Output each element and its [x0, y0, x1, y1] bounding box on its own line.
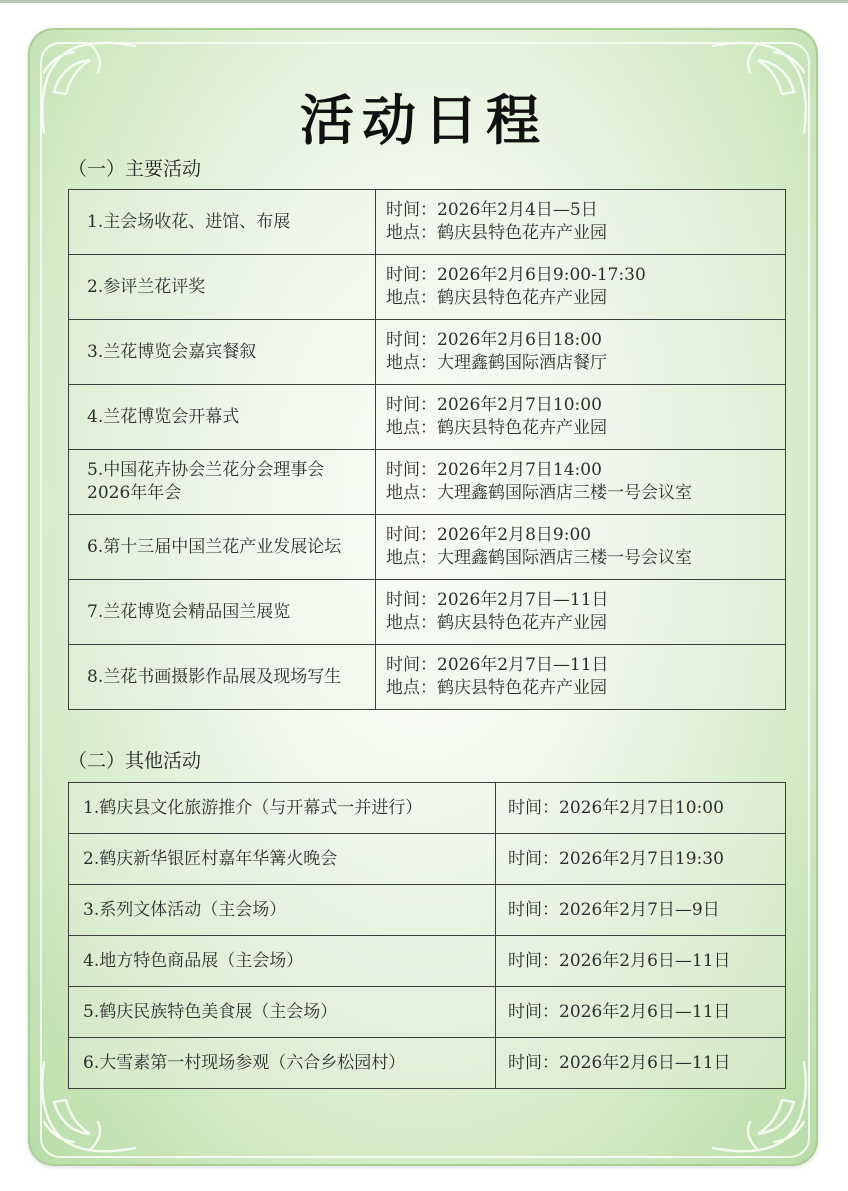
table-row: [69, 450, 786, 515]
info-cell: [376, 450, 786, 515]
time-text: 时间：2026年2月7日—11日: [386, 590, 609, 610]
info-cell: [376, 320, 786, 385]
activity-cell: 6.大雪素第一村现场参观（六合乡松园村）: [69, 1038, 496, 1089]
info-cell: [376, 190, 786, 255]
place-text: 地点：大理鑫鹤国际酒店三楼一号会议室: [386, 548, 692, 568]
table-row: [69, 385, 786, 450]
activity-cell: 6.第十三届中国兰花产业发展论坛: [69, 515, 376, 580]
main-activities-heading: （一）主要活动: [68, 158, 202, 180]
table-row: [69, 936, 786, 987]
activity-cell: 1.主会场收花、进馆、布展: [69, 190, 376, 255]
activity-cell: 4.地方特色商品展（主会场）: [69, 936, 496, 987]
place-text: 地点：鹤庆县特色花卉产业园: [386, 418, 607, 438]
time-cell: 时间：2026年2月6日—11日: [496, 936, 786, 987]
time-text: 时间：2026年2月6日18:00: [386, 330, 602, 350]
table-row: [69, 515, 786, 580]
info-cell: [376, 255, 786, 320]
time-cell: 时间：2026年2月7日10:00: [496, 783, 786, 834]
time-text: 时间：2026年2月7日—11日: [386, 655, 609, 675]
place-text: 地点：鹤庆县特色花卉产业园: [386, 613, 607, 633]
table-row: [69, 1038, 786, 1089]
activity-cell: 3.兰花博览会嘉宾餐叙: [69, 320, 376, 385]
activity-cell: 5.鹤庆民族特色美食展（主会场）: [69, 987, 496, 1038]
time-cell: 时间：2026年2月7日—9日: [496, 885, 786, 936]
main-activities-table: [68, 189, 786, 710]
table-row: [69, 320, 786, 385]
place-text: 地点：鹤庆县特色花卉产业园: [386, 223, 607, 243]
table-row: [69, 580, 786, 645]
activity-cell: 5.中国花卉协会兰花分会理事会2026年年会: [69, 450, 376, 515]
table-row: [69, 783, 786, 834]
activity-cell: 2.鹤庆新华银匠村嘉年华篝火晚会: [69, 834, 496, 885]
table-row: [69, 190, 786, 255]
other-activities-table: [68, 782, 786, 1089]
table-row: [69, 645, 786, 710]
time-text: 时间：2026年2月4日—5日: [386, 200, 598, 220]
table-row: [69, 834, 786, 885]
time-text: 时间：2026年2月7日10:00: [386, 395, 602, 415]
top-divider: [0, 0, 848, 3]
activity-cell: 3.系列文体活动（主会场）: [69, 885, 496, 936]
activity-cell: 7.兰花博览会精品国兰展览: [69, 580, 376, 645]
time-cell: 时间：2026年2月6日—11日: [496, 1038, 786, 1089]
activity-cell: 2.参评兰花评奖: [69, 255, 376, 320]
place-text: 地点：鹤庆县特色花卉产业园: [386, 678, 607, 698]
time-text: 时间：2026年2月8日9:00: [386, 525, 592, 545]
info-cell: [376, 515, 786, 580]
activity-cell: 8.兰花书画摄影作品展及现场写生: [69, 645, 376, 710]
activity-cell: 4.兰花博览会开幕式: [69, 385, 376, 450]
other-activities-heading: （二）其他活动: [68, 750, 202, 772]
time-cell: 时间：2026年2月6日—11日: [496, 987, 786, 1038]
place-text: 地点：大理鑫鹤国际酒店三楼一号会议室: [386, 483, 692, 503]
page-title: 活动日程: [300, 88, 548, 152]
place-text: 地点：大理鑫鹤国际酒店餐厅: [386, 353, 607, 373]
info-cell: [376, 385, 786, 450]
table-row: [69, 885, 786, 936]
time-cell: 时间：2026年2月7日19:30: [496, 834, 786, 885]
table-row: [69, 987, 786, 1038]
table-row: [69, 255, 786, 320]
info-cell: [376, 580, 786, 645]
time-text: 时间：2026年2月6日9:00-17:30: [386, 265, 646, 285]
info-cell: [376, 645, 786, 710]
place-text: 地点：鹤庆县特色花卉产业园: [386, 288, 607, 308]
time-text: 时间：2026年2月7日14:00: [386, 460, 602, 480]
activity-cell: 1.鹤庆县文化旅游推介（与开幕式一并进行）: [69, 783, 496, 834]
